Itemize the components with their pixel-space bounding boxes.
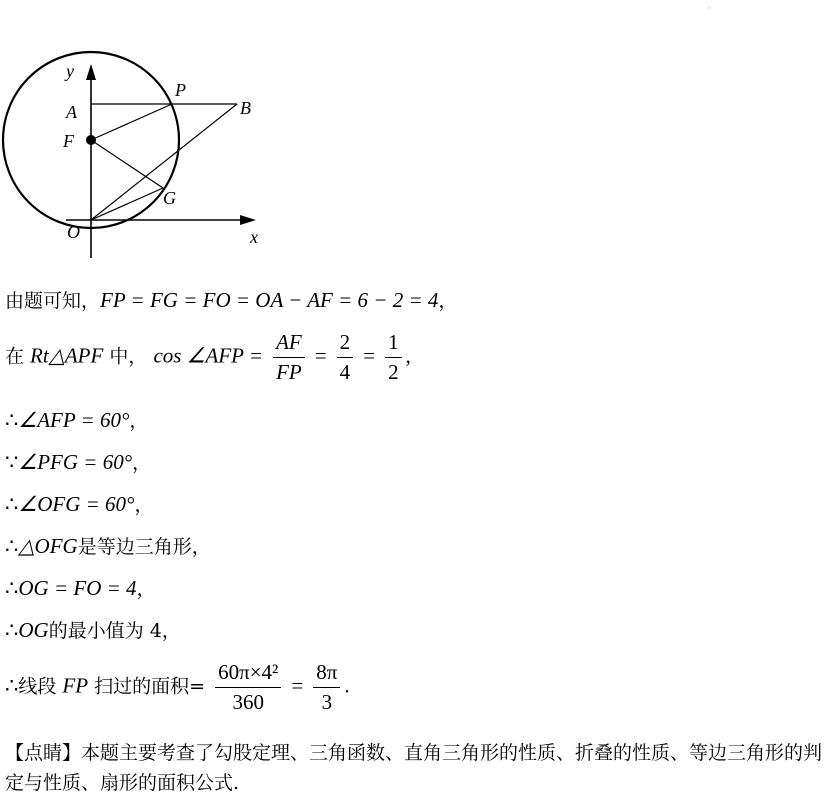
label-G: G (163, 188, 176, 208)
line-3-expr: ∠AFP = 60° (18, 408, 130, 432)
fraction-1-2-den: 2 (388, 360, 399, 384)
corner-mark: · (708, 4, 711, 13)
line-2 (5, 330, 411, 385)
line-1-expr: FP = FG = FO = OA − AF = 6 − 2 = 4 (100, 288, 439, 312)
line-4-expr: ∠PFG = 60° (18, 450, 133, 474)
line-5-expr: ∠OFG = 60° (18, 492, 135, 516)
line-1-tail: ， (438, 290, 458, 312)
line-2-lead: 在 (5, 345, 31, 368)
line-9-lead: 线段 (18, 675, 63, 698)
line-5-therefore: ∴ (5, 492, 19, 516)
fraction-area (215, 660, 281, 715)
fraction-result-num: 8π (313, 660, 340, 688)
segment-FP (91, 104, 172, 140)
fraction-2-4 (337, 330, 354, 385)
line-9 (5, 660, 350, 715)
label-P: P (175, 80, 186, 100)
line-4-because: ∵ (5, 450, 19, 474)
line-2-tail: , (405, 343, 411, 368)
line-9-therefore: ∴ (5, 673, 19, 698)
label-y: y (66, 61, 74, 81)
line-2-eq1: = (314, 343, 327, 368)
fraction-area-num: 60π×4² (215, 660, 281, 688)
line-2-cos: cos ∠AFP = (153, 343, 264, 368)
fraction-2-4-den: 4 (339, 360, 351, 384)
fraction-2-4-num: 2 (337, 330, 354, 358)
line-9-segment: FP (62, 673, 89, 698)
line-3-tail: ， (129, 410, 149, 432)
line-8 (5, 616, 181, 643)
comment-paragraph: 【点睛】本题主要考查了勾股定理、三角函数、直角三角形的性质、折叠的性质、等边三角形的判定与性质、扇形的面积公式. (5, 742, 823, 794)
line-8-therefore: ∴ (5, 618, 19, 642)
line-1 (5, 286, 457, 313)
line-2-triangle: Rt△APF (30, 343, 104, 368)
line-4-tail: ， (132, 452, 152, 474)
fraction-1-2 (385, 330, 402, 385)
segment-FG (91, 140, 163, 188)
line-5-tail: ， (134, 494, 154, 516)
point-F (86, 135, 96, 145)
line-7-expr: OG = FO = 4 (18, 576, 137, 600)
line-7 (5, 574, 156, 601)
line-7-therefore: ∴ (5, 576, 19, 600)
fraction-AF-FP-num: AF (273, 330, 305, 358)
fraction-AF-FP-den: FP (276, 360, 302, 384)
label-A: A (66, 102, 77, 122)
fraction-area-den: 360 (232, 690, 264, 714)
line-6-expr: △OFG (18, 534, 78, 558)
line-2-mid: 中， (103, 345, 148, 368)
fraction-1-2-num: 1 (385, 330, 402, 358)
label-x: x (250, 227, 258, 247)
line-8-expr: OG (18, 618, 49, 642)
fraction-result (313, 660, 340, 715)
y-axis-arrow (86, 64, 96, 80)
line-9-eq: = (291, 673, 304, 698)
x-axis-arrow (240, 215, 256, 225)
line-6-tail: 是等边三角形， (77, 536, 211, 558)
fraction-result-den: 3 (321, 690, 333, 714)
line-3-therefore: ∴ (5, 408, 19, 432)
line-5 (5, 490, 153, 517)
line-1-lead: 由题可知， (5, 290, 101, 312)
line-6-therefore: ∴ (5, 534, 19, 558)
geometry-figure (0, 0, 280, 262)
line-9-tail: . (344, 673, 350, 698)
line-8-tail: 的最小值为 4， (48, 620, 181, 642)
fraction-AF-FP (273, 330, 305, 385)
line-6 (5, 532, 211, 559)
label-B: B (240, 98, 251, 118)
line-4 (5, 448, 151, 475)
line-3 (5, 406, 148, 433)
line-2-eq2: = (363, 343, 376, 368)
line-9-mid: 扫过的面积= (88, 675, 206, 698)
label-O: O (67, 222, 80, 242)
line-7-tail: ， (136, 578, 156, 600)
label-F: F (63, 131, 74, 151)
